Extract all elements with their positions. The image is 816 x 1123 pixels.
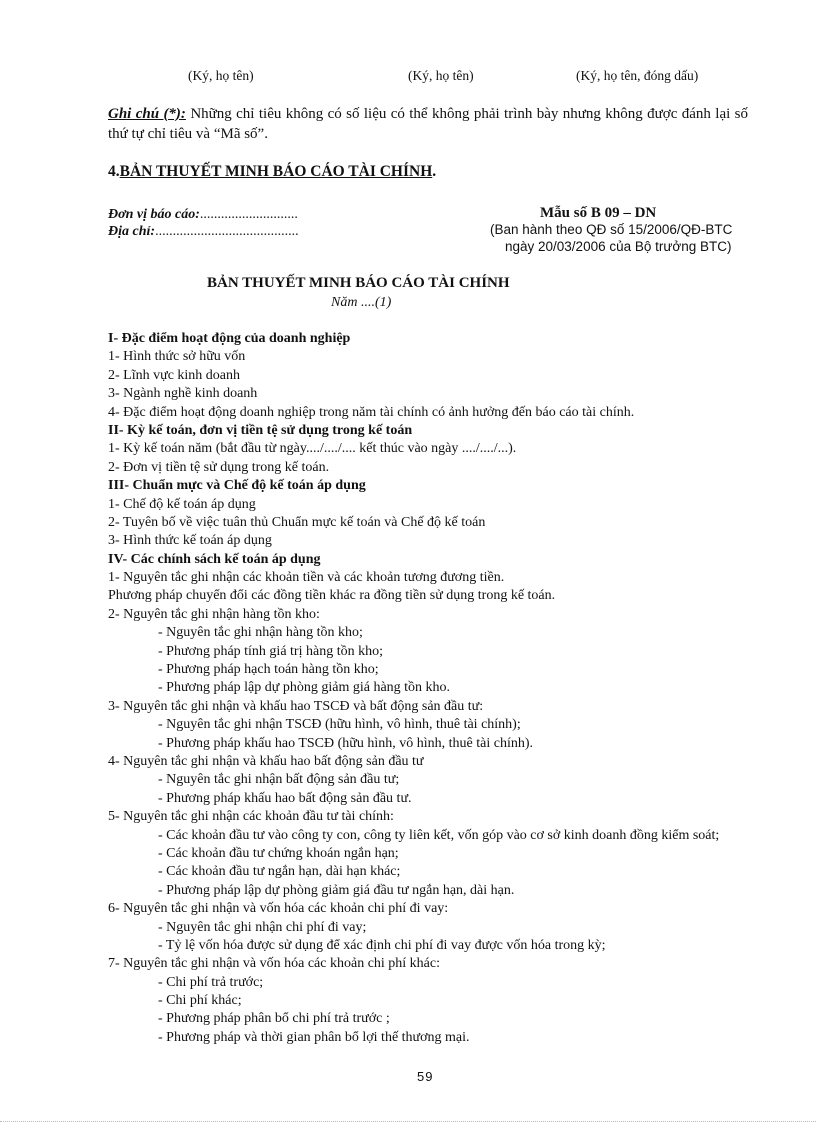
item-line: 2- Nguyên tắc ghi nhận hàng tồn kho: [108, 606, 320, 622]
note-paragraph [108, 104, 748, 144]
section-heading-line: I- Đặc điểm hoạt động của doanh nghiệp [108, 331, 351, 346]
item-line: 7- Nguyên tắc ghi nhận và vốn hóa các khoản chi phí khác: [108, 956, 441, 972]
sub-item-line: - Tỷ lệ vốn hóa được sử dụng để xác định chi phí đi vay được vốn hóa trong kỳ; [158, 937, 606, 953]
address-value: ......................................... [155, 224, 299, 239]
form-issued-line-2: ngày 20/03/2006 của Bộ trưởng BTC) [505, 239, 732, 254]
item-line: 5- Nguyên tắc ghi nhận các khoản đầu tư tài chính: [108, 809, 394, 825]
sub-item-line: - Phương pháp lập dự phòng giảm giá hàng tồn kho. [158, 680, 451, 696]
sub-item-line: - Nguyên tắc ghi nhận TSCĐ (hữu hình, vô hình, thuê tài chính); [158, 717, 521, 733]
page-bottom-divider [0, 1121, 816, 1122]
section-title: BẢN THUYẾT MINH BÁO CÁO TÀI CHÍNH [119, 163, 433, 180]
form-code: Mẫu số B 09 – DN [540, 205, 657, 221]
document-year: Năm ....(1) [331, 295, 392, 310]
body-content [108, 330, 748, 1047]
item-line: 4- Đặc điểm hoạt động doanh nghiệp trong năm tài chính có ảnh hưởng đến báo cáo tài chính. [108, 404, 635, 420]
section-heading [108, 163, 436, 181]
note-text: Những chỉ tiêu không có số liệu có thể không phải trình bày nhưng không được đánh lại số thứ tự chỉ tiêu và “Mã số”. [108, 106, 749, 142]
item-line: 3- Nguyên tắc ghi nhận và khấu hao TSCĐ và bất động sản đầu tư: [108, 698, 484, 714]
item-line: Phương pháp chuyển đổi các đồng tiền khác ra đồng tiền sử dụng trong kế toán. [108, 588, 556, 604]
sub-item-line: - Phương pháp hạch toán hàng tồn kho; [158, 662, 379, 678]
sub-item-line: - Phương pháp tính giá trị hàng tồn kho; [158, 643, 383, 659]
signature-label-director: (Ký, họ tên, đóng dấu) [576, 68, 699, 83]
document-title: BẢN THUYẾT MINH BÁO CÁO TÀI CHÍNH [207, 275, 510, 291]
signature-label-chief-accountant: (Ký, họ tên) [408, 68, 474, 83]
item-line: 1- Hình thức sở hữu vốn [108, 349, 246, 365]
item-line: 1- Kỳ kế toán năm (bắt đầu từ ngày..../..../.... kết thúc vào ngày ..../..../...). [108, 441, 517, 457]
sub-item-line: - Nguyên tắc ghi nhận bất động sản đầu tư; [158, 772, 400, 788]
signature-label-preparer: (Ký, họ tên) [188, 68, 254, 83]
section-heading-line: II- Kỳ kế toán, đơn vị tiền tệ sử dụng trong kế toán [108, 422, 413, 438]
item-line: 1- Nguyên tắc ghi nhận các khoản tiền và các khoản tương đương tiền. [108, 570, 505, 586]
sub-item-line: - Phương pháp và thời gian phân bổ lợi thế thương mại. [158, 1029, 470, 1045]
section-heading-line: III- Chuẩn mực và Chế độ kế toán áp dụng [108, 478, 366, 494]
section-end: . [432, 163, 437, 180]
page-number: 59 [417, 1069, 434, 1084]
sub-item-line: - Các khoản đầu tư ngắn hạn, dài hạn khác; [158, 864, 401, 880]
sub-item-line: - Chi phí trả trước; [158, 974, 264, 990]
address-line [108, 224, 299, 240]
reporting-unit-line [108, 207, 298, 223]
item-line: 1- Chế độ kế toán áp dụng [108, 496, 256, 512]
sub-item-line: - Các khoản đầu tư vào công ty con, công ty liên kết, vốn góp vào cơ sở kinh doanh đồng kiểm soát; [158, 827, 720, 843]
sub-item-line: - Phương pháp khấu hao TSCĐ (hữu hình, vô hình, thuê tài chính). [158, 735, 534, 751]
sub-item-line: - Phương pháp phân bổ chi phí trả trước ; [158, 1011, 390, 1027]
item-line: 2- Tuyên bố về việc tuân thủ Chuẩn mực kế toán và Chế độ kế toán [108, 514, 486, 530]
form-issued-line-1: (Ban hành theo QĐ số 15/2006/QĐ-BTC [490, 222, 733, 237]
sub-item-line: - Các khoản đầu tư chứng khoán ngắn hạn; [158, 845, 399, 861]
section-number: 4. [108, 163, 120, 180]
sub-item-line: - Chi phí khác; [158, 993, 242, 1009]
sub-item-line: - Nguyên tắc ghi nhận hàng tồn kho; [158, 625, 363, 641]
note-label: Ghi chú (*): [108, 106, 186, 122]
reporting-unit-value: ............................ [199, 207, 298, 222]
item-line: 2- Lĩnh vực kinh doanh [108, 367, 241, 383]
sub-item-line: - Phương pháp lập dự phòng giảm giá đầu tư ngắn hạn, dài hạn. [158, 882, 515, 898]
reporting-unit-label: Đơn vị báo cáo: [108, 207, 200, 222]
sub-item-line: - Nguyên tắc ghi nhận chi phí đi vay; [158, 919, 367, 935]
item-line: 3- Hình thức kế toán áp dụng [108, 533, 272, 549]
section-heading-line: IV- Các chính sách kế toán áp dụng [108, 551, 321, 567]
item-line: 3- Ngành nghề kinh doanh [108, 386, 258, 402]
item-line: 4- Nguyên tắc ghi nhận và khấu hao bất động sản đầu tư [108, 753, 424, 769]
item-line: 2- Đơn vị tiền tệ sử dụng trong kế toán. [108, 459, 330, 475]
item-line: 6- Nguyên tắc ghi nhận và vốn hóa các khoản chi phí đi vay: [108, 901, 449, 917]
address-label: Địa chỉ: [108, 224, 156, 239]
sub-item-line: - Phương pháp khấu hao bất động sản đầu tư. [158, 790, 412, 806]
